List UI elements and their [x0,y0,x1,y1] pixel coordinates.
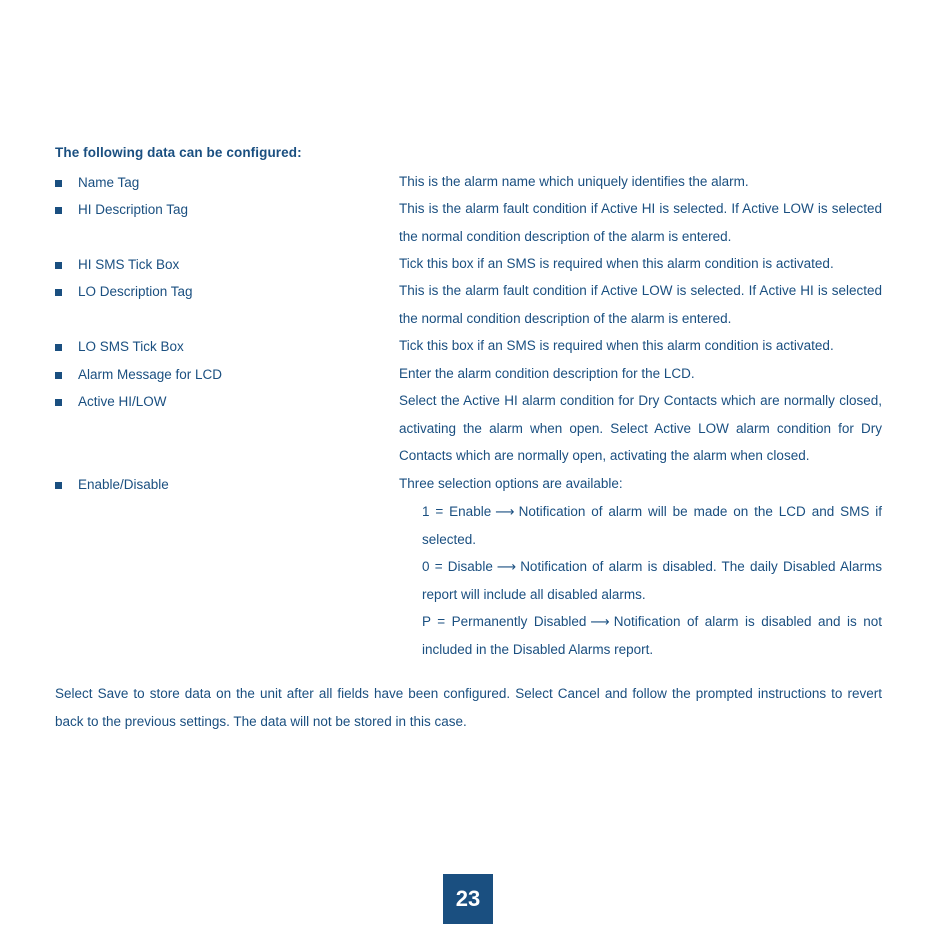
item-term: Enable/Disable [78,477,169,492]
bullet-square-icon [55,289,62,296]
option-permanently-disabled [422,608,882,663]
item-description: This is the alarm fault condition if Active HI is selected. If Active LOW is selected the normal condition description of the alarm is entered. [399,201,882,244]
item-term: Alarm Message for LCD [78,367,223,382]
option-key: 0 = Disable [422,559,493,574]
item-description: Tick this box if an SMS is required when this alarm condition is activated. [399,338,834,353]
option-key: 1 = Enable [422,504,492,519]
item-description: Tick this box if an SMS is required when this alarm condition is activated. [399,256,834,271]
bullet-square-icon [55,482,62,489]
arrow-right-icon: ⟶ [496,559,517,574]
section-heading: The following data can be configured: [55,145,302,160]
bullet-square-icon [55,207,62,214]
bullet-square-icon [55,399,62,406]
option-disable [422,553,882,608]
item-description: This is the alarm name which uniquely identifies the alarm. [399,174,749,189]
item-term: LO Description Tag [78,284,193,299]
arrow-right-icon: ⟶ [590,614,610,629]
item-term: Name Tag [78,175,140,190]
option-text: Notification of alarm will be made on the LCD and SMS if selected. [422,504,883,547]
item-description: Three selection options are available: [399,476,623,491]
item-description: Enter the alarm condition description for the LCD. [399,366,695,381]
item-term: HI Description Tag [78,202,189,217]
option-text: Notification of alarm is disabled. The daily Disabled Alarms report will include all disabled alarms. [422,559,882,602]
save-cancel-instructions: Select Save to store data on the unit after all fields have been configured. Select Cancel and follow the prompted instructions to revert back to the previous settings. The data will not be stored in this case. [55,686,882,729]
bullet-square-icon [55,344,62,351]
option-key: P = Permanently Disabled [422,614,587,629]
option-enable [422,498,882,553]
item-term: LO SMS Tick Box [78,339,184,354]
bullet-square-icon [55,372,62,379]
item-term: HI SMS Tick Box [78,257,180,272]
item-description: This is the alarm fault condition if Active LOW is selected. If Active HI is selected the normal condition description of the alarm is entered. [399,283,882,326]
item-term: Active HI/LOW [78,394,167,409]
bullet-square-icon [55,262,62,269]
bullet-square-icon [55,180,62,187]
item-description: Select the Active HI alarm condition for Dry Contacts which are normally closed, activating the alarm when open. Select Active LOW alarm condition for Dry Contacts which are normally open, activating the alarm when closed. [399,393,882,463]
arrow-right-icon: ⟶ [495,504,515,519]
page-number-badge: 23 [443,874,493,924]
option-text: Notification of alarm is disabled and is not included in the Disabled Alarms report. [422,614,882,657]
